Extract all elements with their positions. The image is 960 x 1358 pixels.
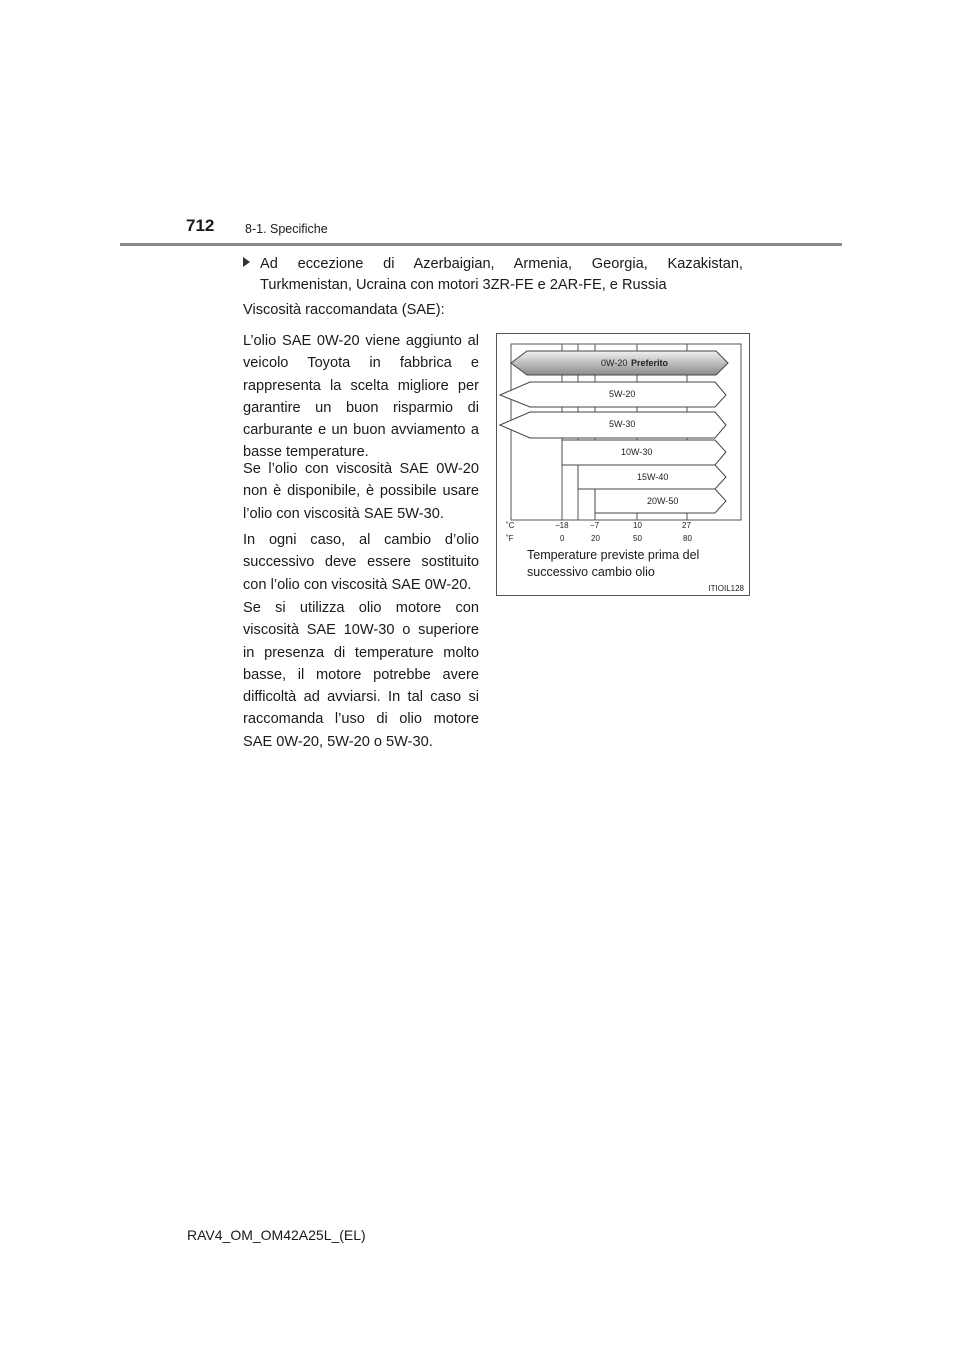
section-title: 8-1. Specifiche (245, 222, 328, 236)
figure-caption-line1: Temperature previste prima del (527, 548, 700, 562)
tick-c-3: 10 (633, 521, 642, 530)
tick-c-2: −7 (590, 521, 600, 530)
paragraph-text: Se l’olio con viscosità SAE 0W-20 non è disponibile, è possibile usare l’olio con viscosità SAE 5W-30. (243, 461, 479, 522)
grade-extra-preferito: Preferito (631, 358, 669, 368)
paragraph-4 (243, 597, 479, 753)
grade-label-5w30: 5W-30 (609, 419, 636, 429)
paragraph-3 (243, 529, 479, 596)
axis-unit-c: ˚C (506, 521, 515, 530)
tick-c-1: −18 (555, 521, 569, 530)
grade-label-5w20: 5W-20 (609, 389, 636, 399)
paragraph-text: Se si utilizza olio motore con viscosità SAE 10W-30 o superiore in presenza di temperature molto basse, il motore potrebbe avere difficoltà ad avviarsi. In tal caso si raccomanda l’uso di olio motore SAE 0W-20, 5W-20 o 5W-30. (243, 600, 479, 750)
figure-code: ITIOIL128 (708, 584, 744, 593)
header-rule (120, 243, 842, 246)
axis-unit-f: ˚F (506, 534, 514, 543)
grade-label-0w20: 0W-20 (601, 358, 628, 368)
tick-f-2: 20 (591, 534, 600, 543)
tick-f-1: 0 (560, 534, 565, 543)
bullet-item (243, 254, 743, 296)
paragraph-1 (243, 330, 479, 464)
page-number: 712 (186, 216, 215, 235)
grade-label-10w30: 10W-30 (621, 447, 653, 457)
grade-label-20w50: 20W-50 (647, 496, 679, 506)
grade-label-15w40: 15W-40 (637, 472, 669, 482)
tick-c-4: 27 (682, 521, 691, 530)
paragraph-text: In ogni caso, al cambio d’olio successivo deve essere sostituito con l’olio con viscosità SAE 0W-20. (243, 532, 479, 593)
figure-caption (527, 547, 747, 581)
footer-doc-id: RAV4_OM_OM42A25L_(EL) (187, 1227, 366, 1243)
tick-f-4: 80 (683, 534, 692, 543)
tick-f-3: 50 (633, 534, 642, 543)
paragraph-2 (243, 458, 479, 525)
paragraph-text: L’olio SAE 0W-20 viene aggiunto al veicolo Toyota in fabbrica e rappresenta la scelta migliore per garantire un buon risparmio di carburante e un buon avviamento a basse temperature. (243, 333, 479, 461)
bullet-text-line1: Ad eccezione di Azerbaigian, Armenia, Georgia, Kazakistan, (260, 256, 743, 272)
bullet-arrow-icon (243, 257, 250, 267)
bullet-text-line2: Turkmenistan, Ucraina con motori 3ZR-FE e 2AR-FE, e Russia (260, 277, 667, 293)
figure-caption-line2: successivo cambio olio (527, 565, 655, 579)
viscosity-figure (496, 333, 750, 596)
viscosity-label: Viscosità raccomandata (SAE): (243, 302, 445, 318)
